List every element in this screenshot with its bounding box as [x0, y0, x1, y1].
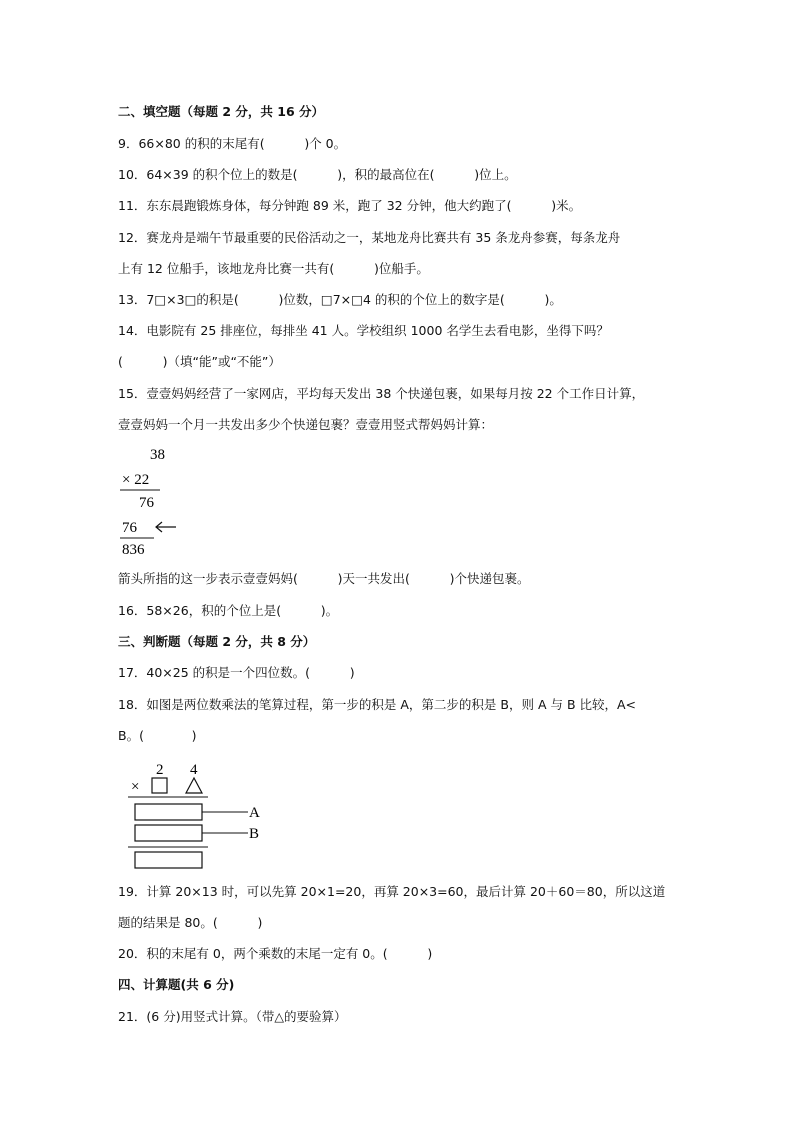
partial-product-2: 76: [122, 520, 137, 536]
question-16: 16．58×26，积的个位上是( )。: [118, 603, 339, 618]
label-a: A: [249, 805, 260, 821]
box-b: [135, 825, 202, 841]
question-20: 20．积的末尾有 0，两个乘数的末尾一定有 0。( ): [118, 946, 433, 961]
digit-2: 2: [156, 762, 164, 778]
partial-product-1: 76: [139, 495, 154, 511]
question-10: 10．64×39 的积个位上的数是( )，积的最高位在( )位上。: [118, 167, 517, 182]
question-21: 21．(6 分)用竖式计算。（带△的要验算）: [118, 1009, 347, 1024]
box-a: [135, 804, 202, 820]
question-12-line-1: 12．赛龙舟是端午节最重要的民俗活动之一，某地龙舟比赛共有 35 条龙舟参赛，每条龙舟: [118, 230, 621, 245]
question-9: 9．66×80 的积的末尾有( )个 0。: [118, 136, 347, 151]
times-sign: ×: [131, 779, 140, 795]
box-result: [135, 852, 202, 868]
multiplier: × 22: [122, 472, 150, 488]
question-19-line-1: 19．计算 20×13 时，可以先算 20×1=20，再算 20×3=60，最后计算 20＋60＝80，所以这道: [118, 884, 666, 899]
section-3-heading: 三、判断题（每题 2 分，共 8 分）: [118, 634, 316, 649]
question-18-line-2: B。( ): [118, 728, 197, 743]
question-12-line-2: 上有 12 位船手，该地龙舟比赛一共有( )位船手。: [118, 261, 429, 276]
question-17: 17．40×25 的积是一个四位数。( ): [118, 665, 355, 680]
section-4-heading: 四、计算题(共 6 分): [118, 977, 235, 992]
multiplicand: 38: [150, 447, 165, 463]
question-14-line-1: 14．电影院有 25 排座位，每排坐 41 人。学校组织 1000 名学生去看电影，坐得下吗？: [118, 323, 609, 338]
triangle-placeholder: [186, 778, 202, 793]
digit-4: 4: [190, 762, 198, 778]
vertical-multiplication: [118, 446, 208, 561]
section-2-heading: 二、填空题（每题 2 分，共 16 分）: [118, 104, 325, 119]
question-13: 13．7□×3□的积是( )位数，□7×□4 的积的个位上的数字是( )。: [118, 292, 562, 307]
question-11: 11．东东晨跑锻炼身体，每分钟跑 89 米，跑了 32 分钟，他大约跑了( )米。: [118, 198, 582, 213]
question-15-line-2: 壹壹妈妈一个月一共发出多少个快递包裹？壹壹用竖式帮妈妈计算：: [118, 417, 494, 432]
label-b: B: [249, 826, 260, 842]
product-result: 836: [122, 542, 145, 558]
question-15-line-1: 15．壹壹妈妈经营了一家网店，平均每天发出 38 个快递包裹，如果每月按 22 个工作日计算，: [118, 386, 645, 401]
question-15-line-3: 箭头所指的这一步表示壹壹妈妈( )天一共发出( )个快递包裹。: [118, 571, 530, 586]
question-19-line-2: 题的结果是 80。( ): [118, 915, 263, 930]
square-placeholder: [152, 778, 167, 793]
question-18-line-1: 18．如图是两位数乘法的笔算过程，第一步的积是 A，第二步的积是 B，则 A 与 B 比较，A<: [118, 697, 637, 712]
multiplication-diagram: [128, 760, 278, 870]
question-14-line-2: ( )（填“能”或“不能”）: [118, 354, 281, 369]
